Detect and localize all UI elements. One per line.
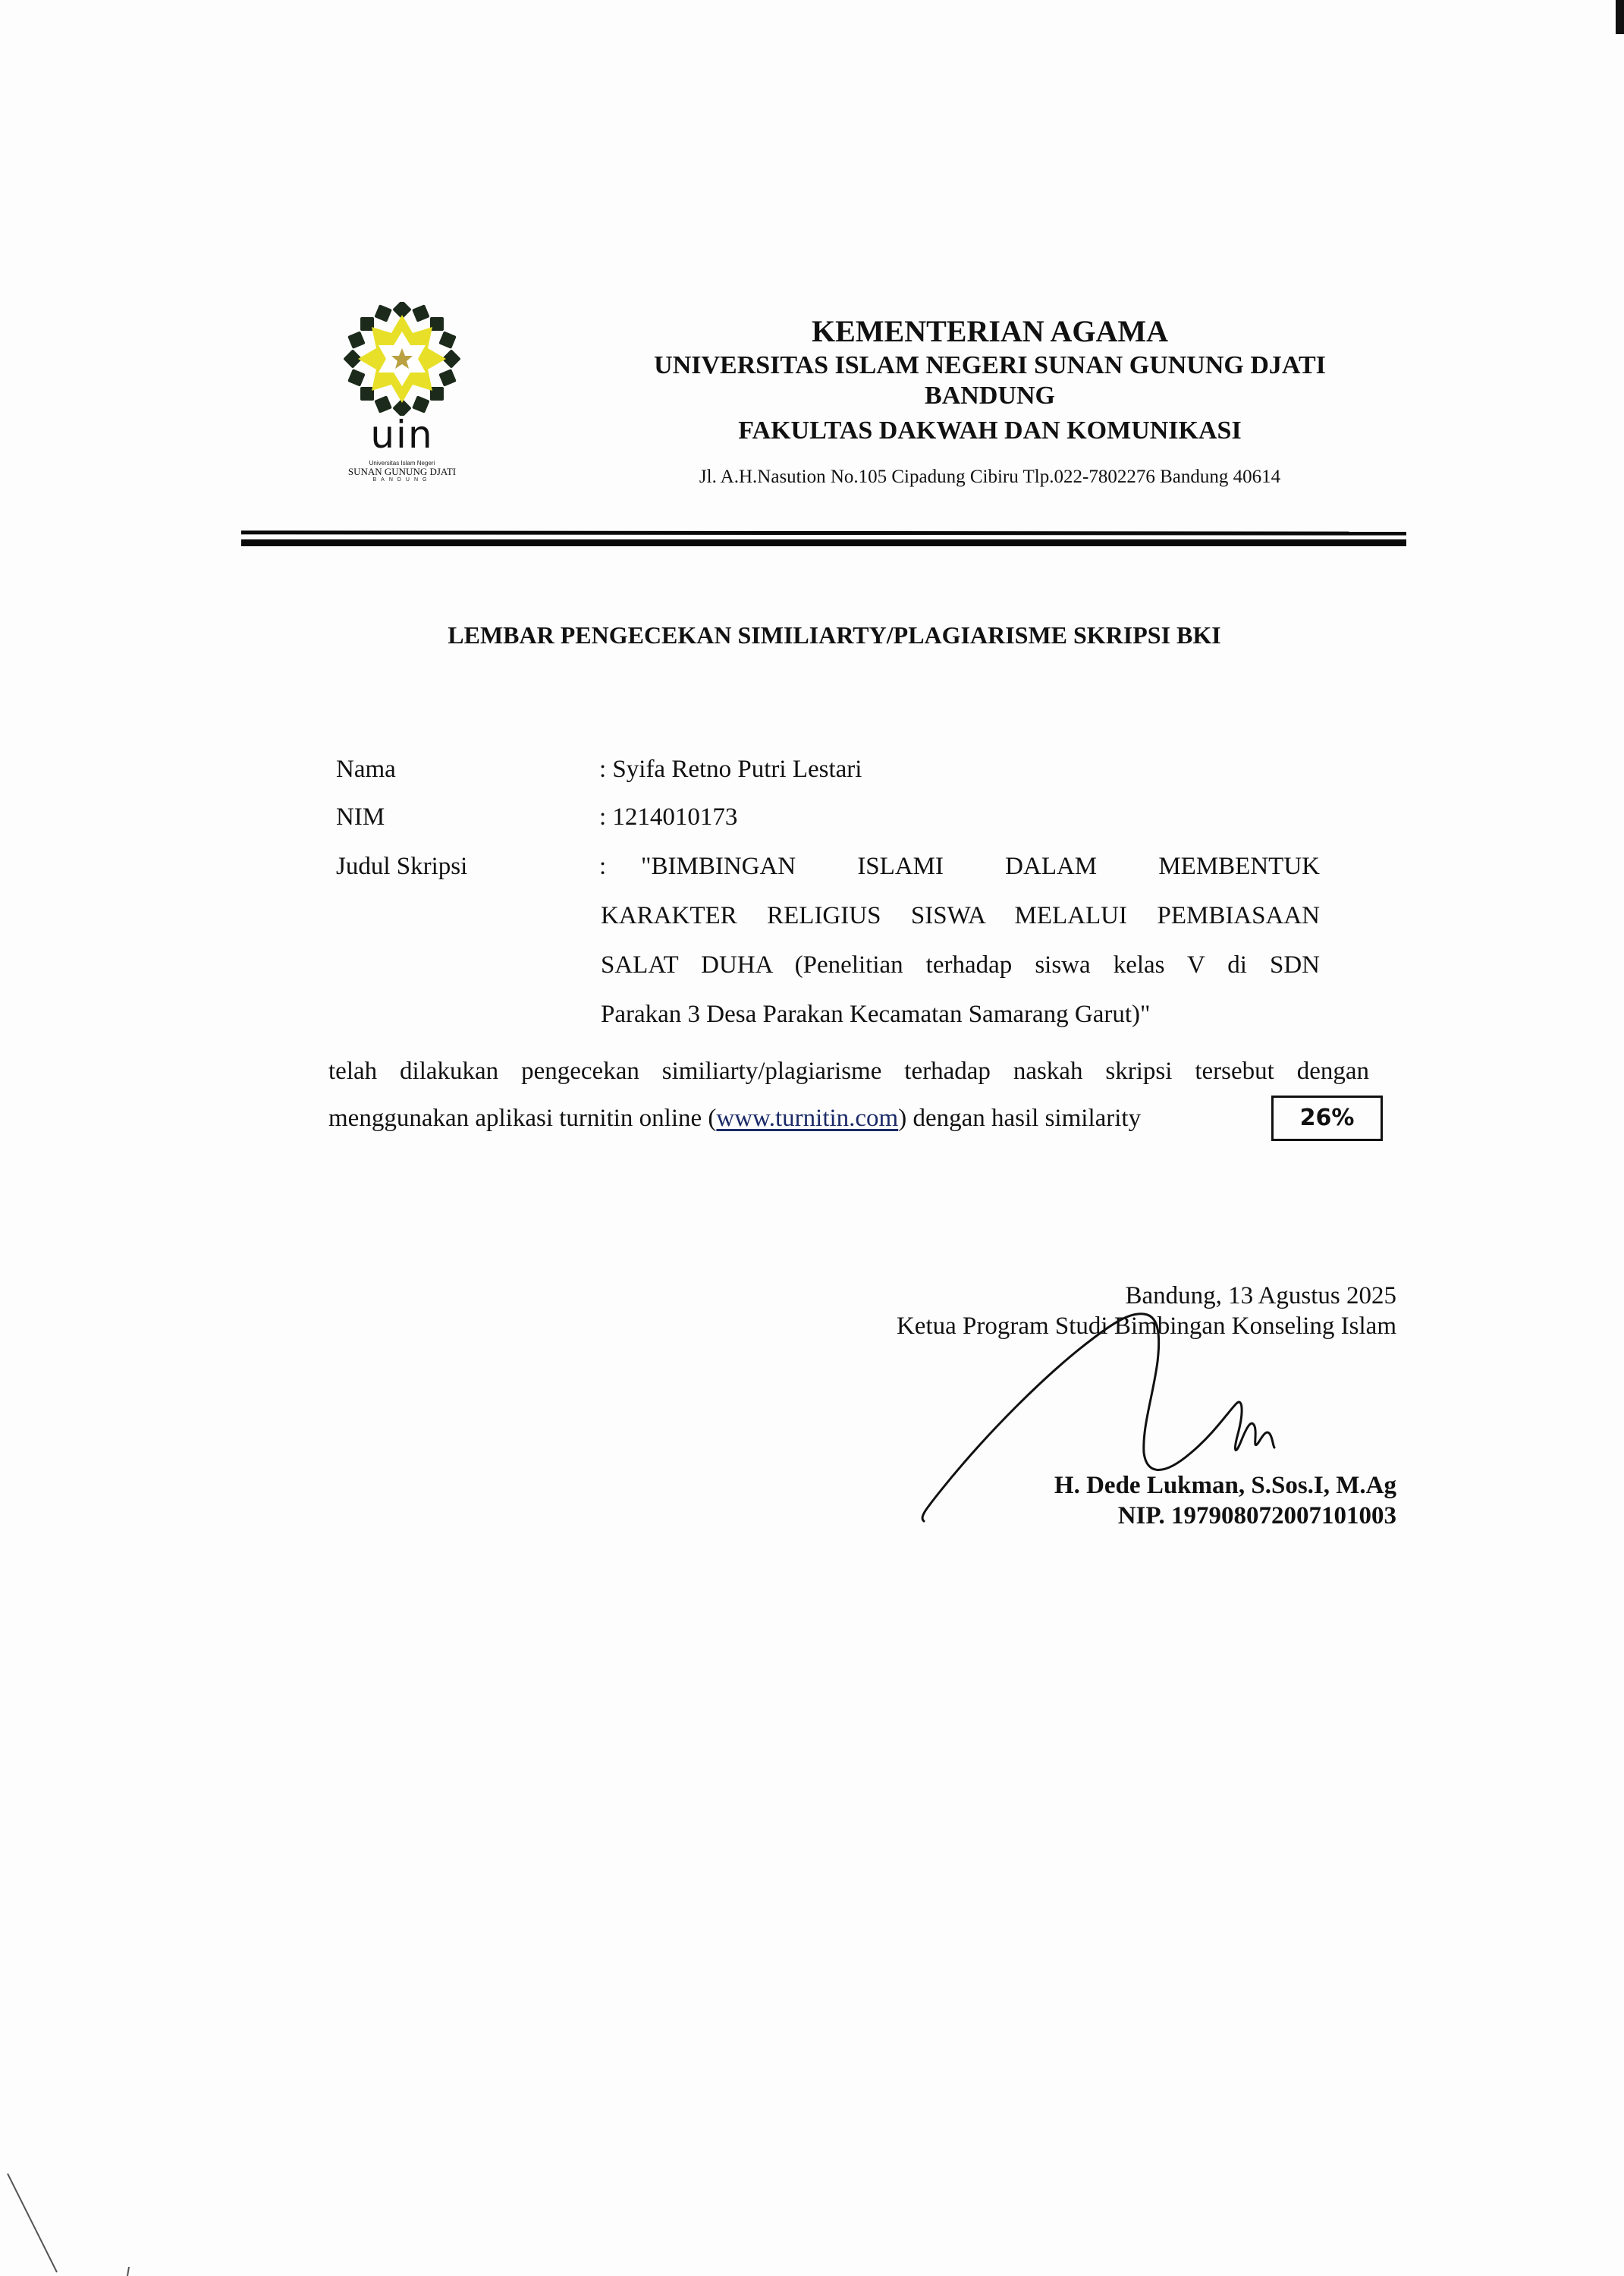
letterhead-faculty: FAKULTAS DAKWAH DAN KOMUNIKASI [738,417,1242,445]
emblem-petal [360,387,374,401]
scan-crease-mark [0,2170,152,2276]
signatory-name: H. Dede Lukman, S.Sos.I, M.Ag [1054,1472,1396,1499]
university-logo [330,302,474,492]
field-value-nama: : Syifa Retno Putri Lestari [599,756,862,783]
thesis-title-line: "BIMBINGAN ISLAMI DALAM MEMBENTUK [641,853,1320,880]
scan-edge-shadow [1616,0,1624,34]
thesis-title-line: KARAKTER RELIGIUS SISWA MELALUI PEMBIASAAN [601,902,1320,929]
statement-line-1: telah dilakukan pengecekan similiarty/plagiarisme terhadap naskah skripsi tersebut dengan [328,1058,1369,1085]
emblem-petal [347,369,366,387]
signature-position: Ketua Program Studi Bimbingan Konseling Islam [896,1312,1396,1340]
emblem-petal [430,387,444,401]
emblem-petal [412,304,430,322]
field-label-nama: Nama [336,756,396,783]
statement-line-2 [328,1103,1141,1133]
letterhead-divider-thin [241,530,1406,535]
statement-text-after-link: ) dengan hasil similarity [898,1105,1142,1132]
emblem-petal [347,331,366,349]
field-value-nim: : 1214010173 [599,803,738,831]
letterhead-ministry: KEMENTERIAN AGAMA [811,314,1169,348]
field-colon-judul: : [599,853,607,880]
logo-wordmark: uin [370,413,434,457]
field-label-judul: Judul Skripsi [336,853,468,880]
similarity-score-box: 26% [1271,1096,1383,1141]
signature-place-date: Bandung, 13 Agustus 2025 [1125,1282,1396,1309]
field-label-nim: NIM [336,803,385,831]
logo-subtitle-name: SUNAN GUNUNG DJATI [347,466,457,477]
emblem-petal [374,395,392,413]
letterhead-university: UNIVERSITAS ISLAM NEGERI SUNAN GUNUNG DJATI [654,351,1326,379]
turnitin-link[interactable]: www.turnitin.com [716,1105,899,1132]
thesis-title-line: SALAT DUHA (Penelitian terhadap siswa kelas V di SDN [601,951,1320,979]
emblem-petal [430,317,444,331]
uin-emblem-icon [330,302,474,416]
document-title: LEMBAR PENGECEKAN SIMILIARTY/PLAGIARISME SKRIPSI BKI [448,621,1221,649]
statement-text-before-link: menggunakan aplikasi turnitin online ( [328,1105,717,1132]
logo-subtitle-small: Universitas Islam Negeri [369,460,435,467]
thesis-title-line: Parakan 3 Desa Parakan Kecamatan Samarang Garut)" [601,1001,1151,1028]
signatory-nip: NIP. 197908072007101003 [1117,1502,1396,1529]
emblem-petal [374,304,392,322]
emblem-petal [438,369,457,387]
letterhead-divider-thick [241,539,1406,546]
emblem-petal [412,395,430,413]
letterhead-address: Jl. A.H.Nasution No.105 Cipadung Cibiru Tlp.022-7802276 Bandung 40614 [699,467,1281,487]
letterhead-city: BANDUNG [925,382,1055,410]
logo-subtitle-city: BANDUNG [372,477,432,483]
emblem-petal [360,317,374,331]
emblem-petal [438,331,457,349]
